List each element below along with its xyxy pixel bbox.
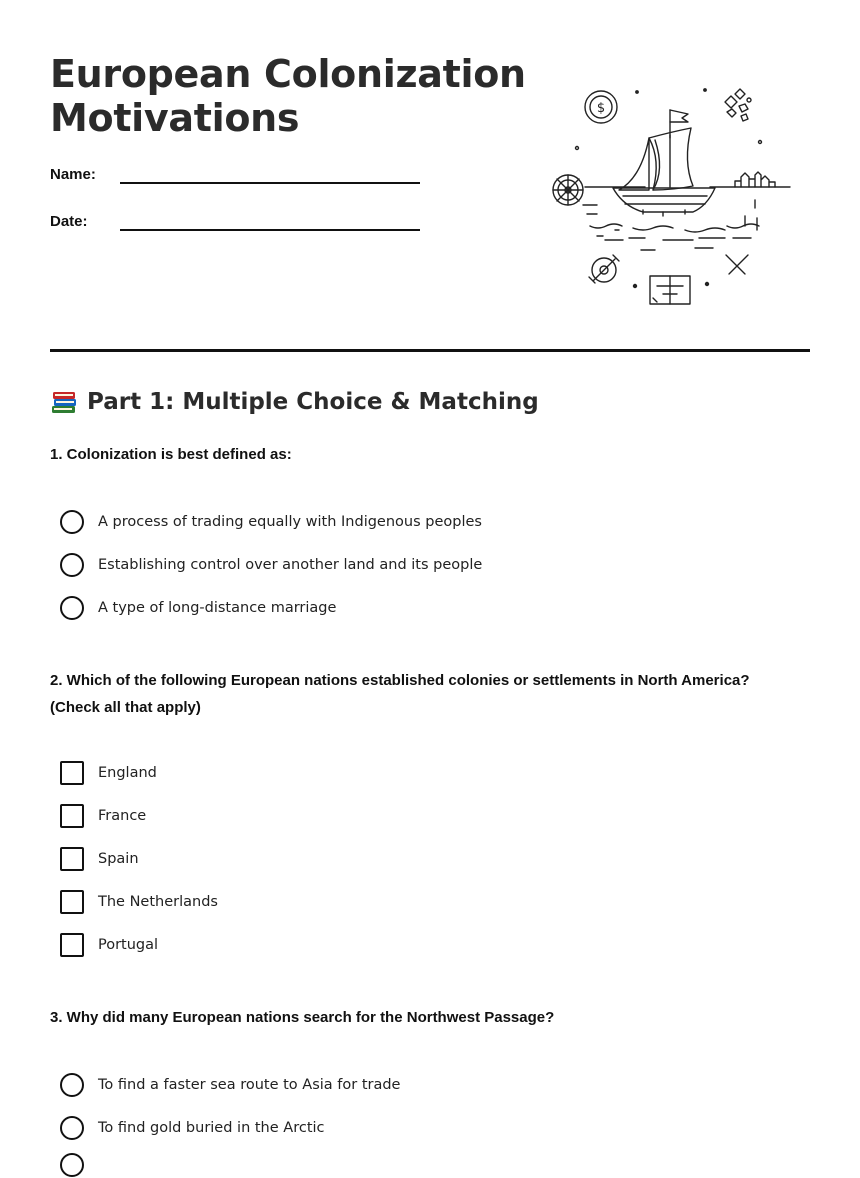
radio-button[interactable]	[60, 553, 84, 577]
option-label: A process of trading equally with Indigenous peoples	[98, 514, 482, 530]
date-line[interactable]	[120, 229, 420, 231]
section-title-part1	[50, 388, 539, 416]
checkbox[interactable]	[60, 761, 84, 785]
question-3: 3. Why did many European nations search for the Northwest Passage?	[50, 1009, 555, 1026]
radio-button[interactable]	[60, 1153, 84, 1177]
name-label: Name:	[50, 166, 96, 183]
option-label: To find a faster sea route to Asia for trade	[98, 1077, 401, 1093]
question-2-line-1: 2. Which of the following European nations established colonies or settlements in North America?	[50, 672, 750, 689]
sailing-ship-illustration	[545, 80, 795, 310]
option-label: Spain	[98, 851, 139, 867]
ship-wheel-icon	[553, 175, 583, 205]
name-line[interactable]	[120, 182, 420, 184]
question-1: 1. Colonization is best defined as:	[50, 446, 292, 463]
q2-option-portugal[interactable]	[60, 932, 158, 958]
question-2-line-2: (Check all that apply)	[50, 699, 201, 716]
treasure-map-icon	[650, 276, 690, 304]
gems-icon	[725, 89, 751, 121]
q3-option-1[interactable]	[60, 1072, 400, 1098]
q1-option-1[interactable]	[60, 509, 482, 535]
checkbox[interactable]	[60, 804, 84, 828]
option-label: The Netherlands	[98, 894, 218, 910]
radio-button[interactable]	[60, 1116, 84, 1140]
crossed-swords-icon	[726, 255, 748, 274]
q3-option-3-partial[interactable]	[60, 1152, 84, 1178]
q2-option-england[interactable]	[60, 760, 157, 786]
radio-button[interactable]	[60, 596, 84, 620]
books-icon	[50, 388, 78, 416]
checkbox[interactable]	[60, 847, 84, 871]
q1-option-2[interactable]	[60, 552, 482, 578]
option-label: A type of long-distance marriage	[98, 600, 337, 616]
q2-option-france[interactable]	[60, 803, 146, 829]
header-divider	[50, 349, 810, 352]
option-label: Portugal	[98, 937, 159, 953]
city-icon	[735, 172, 775, 187]
date-label: Date:	[50, 213, 88, 230]
option-label: Establishing control over another land and its people	[98, 557, 483, 573]
section-title-text: Part 1: Multiple Choice & Matching	[87, 389, 539, 415]
option-label: France	[98, 808, 147, 824]
option-label: England	[98, 765, 157, 781]
q2-option-netherlands[interactable]	[60, 889, 218, 915]
radio-button[interactable]	[60, 510, 84, 534]
question-2	[50, 667, 810, 721]
compass-icon	[589, 255, 619, 283]
option-label: To find gold buried in the Arctic	[98, 1120, 325, 1136]
q1-option-3[interactable]	[60, 595, 336, 621]
q2-option-spain[interactable]	[60, 846, 139, 872]
title-line-1: European Colonization	[50, 52, 526, 96]
checkbox[interactable]	[60, 933, 84, 957]
radio-button[interactable]	[60, 1073, 84, 1097]
checkbox[interactable]	[60, 890, 84, 914]
coin-icon	[585, 91, 617, 123]
svg-text:$: $	[596, 101, 606, 116]
q3-option-2[interactable]	[60, 1115, 325, 1141]
worksheet-title	[50, 52, 526, 140]
title-line-2: Motivations	[50, 96, 300, 140]
